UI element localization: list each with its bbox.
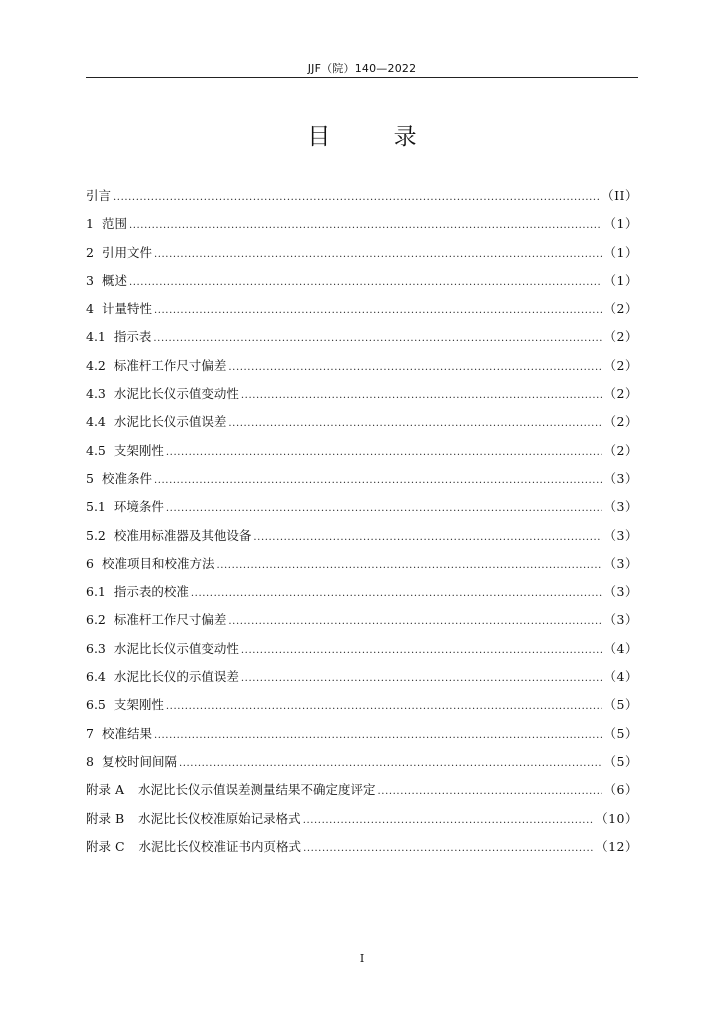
toc-entry-label: 指示表 [113,329,152,345]
header-rule [86,77,638,78]
toc-entry[interactable] [86,465,638,493]
dot-leader [129,210,602,240]
dot-leader [154,465,602,495]
toc-entry-label: 水泥比长仪的示值误差 [113,669,239,685]
toc-entry[interactable] [86,805,638,833]
toc-entry-number: 7 [86,725,94,741]
toc-entry[interactable] [86,748,638,776]
dot-leader [241,380,602,410]
toc-entry-label: 校准项目和校准方法 [101,555,215,571]
table-of-contents [86,182,638,861]
toc-entry-page: （2） [603,386,638,402]
toc-entry-number: 1 [86,216,94,232]
dot-leader [241,635,602,665]
toc-entry-number: 4.3 [86,386,106,402]
toc-entry-page: （2） [603,414,638,430]
toc-entry-label: 水泥比长仪校准原始记录格式 [138,810,301,826]
toc-entry[interactable] [86,380,638,408]
toc-entry[interactable] [86,267,638,295]
toc-entry-label: 标准杆工作尺寸偏差 [113,357,227,373]
toc-entry-label: 水泥比长仪示值误差 [113,414,227,430]
dot-leader [378,776,602,806]
toc-entry-page: （II） [601,188,638,203]
running-header: JJF（院）140—2022 [307,62,417,75]
toc-entry[interactable] [86,323,638,351]
toc-entry-page: （5） [603,725,638,741]
toc-entry-number: 5.2 [86,527,106,543]
dot-leader [113,182,599,212]
dot-leader [153,323,601,353]
dot-leader [191,578,602,608]
toc-entry-number: 4.5 [86,442,106,458]
toc-entry-label: 概述 [101,272,127,288]
toc-entry-number: 4.1 [86,329,106,345]
toc-entry-number: 6.3 [86,640,106,656]
dot-leader [253,522,601,552]
dot-leader [241,663,602,693]
dot-leader [228,606,601,636]
toc-entry-page: （5） [603,753,638,769]
toc-entry-number: 4 [86,301,94,317]
dot-leader [166,437,602,467]
toc-entry[interactable] [86,550,638,578]
toc-entry-page: （2） [603,301,638,317]
toc-entry-page: （3） [603,499,638,515]
dot-leader [216,550,601,580]
toc-entry-number: 4.4 [86,414,106,430]
toc-entry[interactable] [86,691,638,719]
page-title: 目 录 [307,124,445,150]
toc-entry-label: 指示表的校准 [113,584,189,600]
toc-entry-number: 附录 A [86,782,125,798]
dot-leader [154,720,602,750]
dot-leader [154,295,602,325]
toc-entry-number: 附录 B [86,810,125,826]
toc-entry-label: 水泥比长仪校准证书内页格式 [138,838,302,854]
toc-entry-page: （2） [603,357,638,373]
toc-entry[interactable] [86,210,638,238]
toc-entry-page: （1） [603,272,638,288]
toc-entry-label: 计量特性 [101,301,152,317]
toc-entry-page: （2） [603,329,638,345]
toc-entry[interactable] [86,182,638,210]
toc-entry-label: 引言 [86,188,112,203]
toc-entry-label: 复校时间间隔 [101,753,177,769]
toc-entry-label: 水泥比长仪示值误差测量结果不确定度评定 [138,782,376,798]
toc-entry-page: （3） [603,612,638,628]
toc-entry-page: （2） [603,442,638,458]
toc-entry-number: 6.4 [86,669,106,685]
toc-entry-number: 5 [86,470,94,486]
toc-entry-number: 6.1 [86,584,106,600]
toc-entry-number: 3 [86,272,94,288]
toc-entry-page: （4） [603,669,638,685]
toc-entry[interactable] [86,720,638,748]
toc-entry-label: 支架刚性 [113,697,164,713]
toc-entry-number: 6.5 [86,697,106,713]
dot-leader [228,408,601,438]
toc-entry[interactable] [86,239,638,267]
toc-entry[interactable] [86,352,638,380]
toc-entry-label: 支架刚性 [113,442,164,458]
toc-entry-page: （6） [603,782,638,798]
toc-entry-number: 附录 C [86,838,125,854]
toc-entry-page: （3） [603,555,638,571]
toc-entry-page: （12） [595,838,638,854]
toc-entry[interactable] [86,635,638,663]
toc-entry-number: 2 [86,244,94,260]
toc-entry-label: 标准杆工作尺寸偏差 [113,612,227,628]
toc-entry-label: 水泥比长仪示值变动性 [113,386,239,402]
dot-leader [303,805,593,835]
dot-leader [166,691,602,721]
toc-entry[interactable] [86,663,638,691]
toc-entry-page: （1） [603,216,638,232]
toc-entry-number: 5.1 [86,499,106,515]
toc-entry[interactable] [86,437,638,465]
toc-entry[interactable] [86,776,638,804]
toc-entry-label: 环境条件 [113,499,164,515]
toc-entry-label: 校准结果 [101,725,152,741]
dot-leader [166,493,602,523]
toc-entry[interactable] [86,578,638,606]
toc-entry-page: （5） [603,697,638,713]
toc-entry-label: 校准条件 [101,470,152,486]
toc-entry-label: 水泥比长仪示值变动性 [113,640,239,656]
toc-entry-page: （1） [603,244,638,260]
toc-entry[interactable] [86,408,638,436]
toc-entry-page: （3） [603,470,638,486]
toc-entry-number: 6.2 [86,612,106,628]
toc-entry[interactable] [86,606,638,634]
toc-entry-label: 范围 [101,216,127,232]
dot-leader [303,833,593,863]
dot-leader [129,267,602,297]
toc-entry[interactable] [86,493,638,521]
dot-leader [154,239,602,269]
toc-entry-page: （4） [603,640,638,656]
page-number: I [359,952,365,965]
toc-entry[interactable] [86,833,638,861]
dot-leader [179,748,602,778]
toc-entry-page: （3） [603,584,638,600]
toc-entry-number: 6 [86,555,94,571]
toc-entry[interactable] [86,522,638,550]
toc-entry-number: 4.2 [86,357,106,373]
toc-entry-number: 8 [86,753,94,769]
toc-entry-label: 校准用标准器及其他设备 [113,527,252,543]
dot-leader [228,352,601,382]
toc-entry-label: 引用文件 [101,244,152,260]
toc-entry-page: （10） [595,810,638,826]
toc-entry[interactable] [86,295,638,323]
toc-entry-page: （3） [603,527,638,543]
